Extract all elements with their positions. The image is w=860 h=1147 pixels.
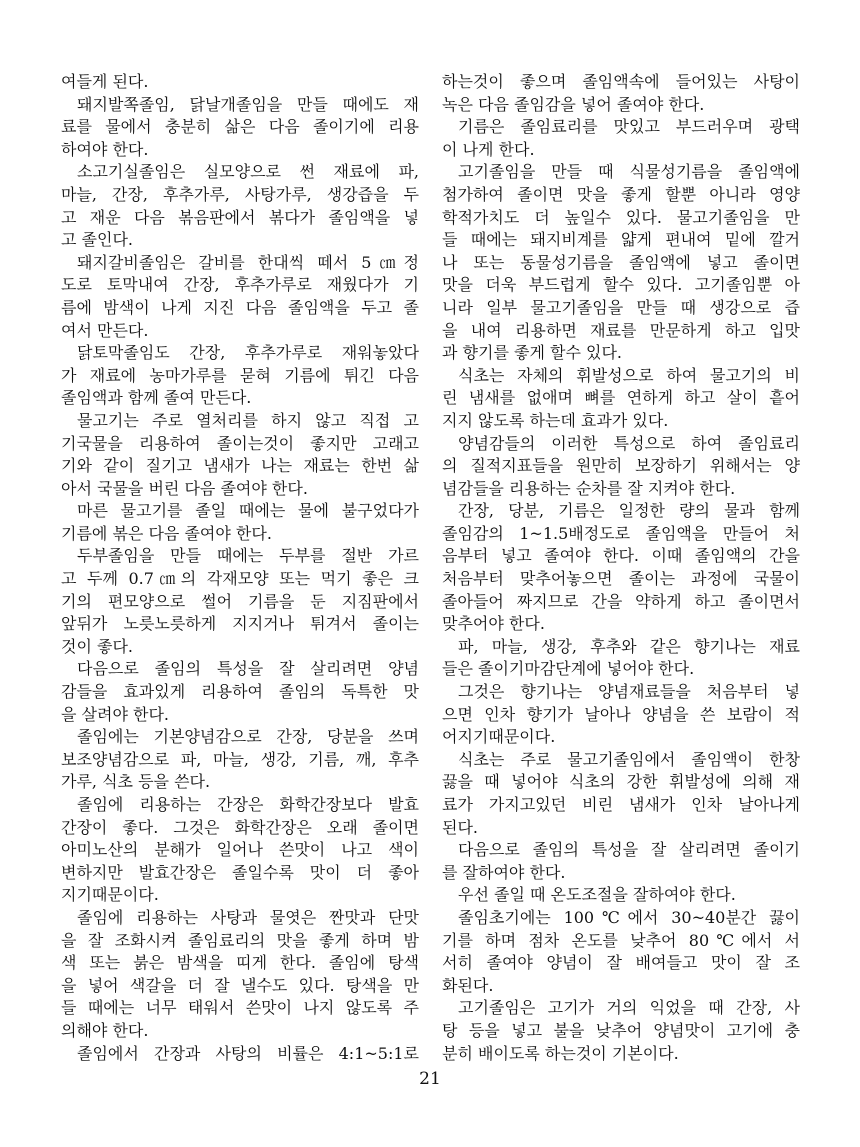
paragraph [61,94,419,162]
text-line: 가루, 식초 등을 쓴다. [61,772,211,792]
text-line: 졸임에 리용하는 간장은 화학간장보다 발효 [77,795,419,814]
paragraph [442,116,800,161]
paragraph [442,365,800,433]
paragraph [61,161,419,251]
text-line: 름에 밤색이 나게 지진 다음 졸임액을 두고 졸 [61,297,419,317]
text-line: 돼지발쪽졸임, 닭날개졸임을 만들 때에도 재 [77,94,419,114]
text-line: 아미노산의 분해가 일어나 쓴맛이 나고 색이 [61,840,419,860]
text-line: 을 넣어 색갈을 더 잘 낼수도 있다. 탕색을 만 [61,975,419,995]
paragraph [61,726,419,794]
text-line: 파, 마늘, 생강, 후추와 같은 향기나는 재료 [458,636,800,656]
text-line: 졸임에 리용하는 사탕과 물엿은 짠맛과 단맛 [77,907,419,927]
text-line: 아서 국물을 버린 다음 졸여야 한다. [61,478,308,498]
text-line: 마늘, 간장, 후추가루, 사탕가루, 생강즙을 두 [61,184,419,204]
text-line: 학적가치도 더 높일수 있다. 물고기졸임을 만 [442,207,800,227]
text-line: 두부졸임을 만들 때에는 두부를 절반 가르 [77,546,419,566]
paragraph [61,907,419,1043]
text-line: 간장이 좋다. 그것은 화학간장은 오래 졸이면 [61,817,419,837]
text-line: 다음으로 졸임의 특성을 잘 살리려면 졸이기 [458,840,800,860]
text-line: 색 또는 붉은 밤색을 띠게 한다. 졸임에 탕색 [61,953,419,973]
paragraph [442,997,800,1065]
text-line: 처음부터 맞추어놓으면 졸이는 과정에 국물이 [442,569,800,589]
text-line: 고기졸임은 고기가 거의 익었을 때 간장, 사 [458,998,800,1018]
text-line: 기름에 볶은 다음 졸여야 한다. [61,523,272,543]
paragraph [442,636,800,681]
text-line: 식초는 주로 물고기졸임에서 졸임액이 한창 [458,749,800,769]
text-line: 졸임에는 기본양념감으로 간장, 당분을 쓰며 [77,727,419,747]
text-line: 도로 토막내여 간장, 후추가루로 재웠다가 기 [61,275,419,295]
text-line: 료가 가지고있던 비린 냄새가 인차 날아나게 [442,795,800,814]
text-line: 으면 인차 향기가 날아나 양념을 쓴 보람이 적 [442,704,800,724]
text-line: 의해야 한다. [61,1020,149,1040]
text-line: 돼지갈비졸임은 갈비를 한대씩 떼서 5㎝정 [77,252,419,272]
paragraph [442,749,800,839]
text-line: 고 재운 다음 볶음판에서 볶다가 졸임액을 넣 [61,207,419,227]
paragraph [61,500,419,545]
text-line: 과 향기를 좋게 할수 있다. [442,343,622,363]
right-text-column [442,71,800,1065]
paragraph [442,884,800,907]
text-line: 졸아들어 짜지므로 간을 약하게 하고 졸이면서 [442,591,800,611]
paragraph [442,839,800,884]
text-line: 음부터 넣고 졸여야 한다. 이때 졸임액의 간을 [442,546,800,566]
paragraph [442,433,800,501]
text-line: 고기졸임을 만들 때 식물성기름을 졸임액에 [458,162,800,182]
text-line: 기국물을 리용하여 졸이는것이 좋지만 고래고 [61,433,419,453]
paragraph [442,907,800,997]
text-line: 다음으로 졸임의 특성을 잘 살리려면 양념 [77,659,419,679]
text-line: 분히 배이도록 하는것이 기본이다. [442,1043,679,1063]
text-line: 기의 편모양으로 썰어 기름을 둔 지짐판에서 [61,591,419,611]
text-line: 지기때문이다. [61,885,159,905]
text-line: 고 졸인다. [61,230,133,250]
text-line: 감들을 효과있게 리용하여 졸임의 독특한 맛 [61,682,419,702]
text-line: 을 살려야 한다. [61,704,169,724]
paragraph [442,681,800,749]
text-line: 맞추어야 한다. [442,614,545,634]
text-line: 들 때에는 돼지비계를 얇게 편내여 밑에 깔거 [442,230,800,250]
text-line: 서히 졸여야 양념이 잘 배여들고 맛이 잘 조 [442,953,800,973]
page-number: 21 [419,1069,441,1089]
text-line: 기름은 졸임료리를 맛있고 부드러우며 광택 [458,117,800,137]
text-line: 이 나게 한다. [442,139,535,159]
text-line: 졸임액과 함께 졸여 만든다. [61,388,252,408]
text-line: 니라 일부 물고기졸임을 만들 때 생강으로 즙 [442,297,800,317]
text-line: 맛을 더욱 부드럽게 할수 있다. 고기졸임뿐 아 [442,275,800,295]
text-line: 된다. [442,817,478,837]
text-line: 양념감들의 이러한 특성으로 하여 졸임료리 [458,433,800,453]
paragraph [61,658,419,726]
text-line: 여서 만든다. [61,320,149,340]
text-line: 물고기는 주로 열처리를 하지 않고 직접 고 [77,410,419,430]
text-line: 앞뒤가 노릇노릇하게 지지거나 튀겨서 졸이는 [61,614,419,634]
text-line: 마른 물고기를 졸일 때에는 물에 불구었다가 [77,501,419,521]
text-line: 우선 졸일 때 온도조절을 잘하여야 한다. [458,885,736,905]
text-line: 식초는 자체의 휘발성으로 하여 물고기의 비 [458,365,800,385]
text-line: 졸임감의 1~1.5배정도로 졸임액을 만들어 처 [442,523,800,543]
text-line: 변하지만 발효간장은 졸일수록 맛이 더 좋아 [61,862,419,882]
text-line: 어지기때문이다. [442,727,556,747]
text-line: 닭토막졸임도 간장, 후추가루로 재워놓았다 [77,343,419,363]
paragraph [442,500,800,636]
text-line: 졸임에서 간장과 사탕의 비률은 4:1~5:1로 [77,1043,419,1063]
text-line: 의 질적지표들을 원만히 보장하기 위해서는 양 [442,456,800,476]
text-line: 화된다. [442,975,494,995]
text-line: 가 재료에 농마가루를 묻혀 기름에 튀긴 다음 [61,365,419,385]
paragraph [61,545,419,658]
paragraph [61,1043,419,1066]
text-line: 여들게 된다. [61,72,149,91]
paragraph [442,71,800,116]
paragraph [442,161,800,364]
text-line: 하여야 한다. [61,139,149,159]
text-line: 를 잘하여야 한다. [442,862,566,882]
text-line: 첨가하여 졸이면 맛을 좋게 할뿐 아니라 영양 [442,184,800,204]
text-line: 녹은 다음 졸임감을 넣어 졸여야 한다. [442,94,705,114]
paragraph [61,342,419,410]
text-line: 보조양념감으로 파, 마늘, 생강, 기름, 깨, 후추 [61,749,419,769]
text-line: 끓을 때 넣어야 식초의 강한 휘발성에 의해 재 [442,772,800,792]
text-line: 하는것이 좋으며 졸임액속에 들어있는 사탕이 [442,72,800,91]
left-text-column [61,71,419,1065]
text-line: 기를 하며 점차 온도를 낮추어 80℃에서 서 [442,930,800,950]
text-line: 을 잘 조화시켜 졸임료리의 맛을 좋게 하며 밤 [61,930,419,950]
paragraph [61,71,419,94]
text-line: 나 또는 동물성기름을 졸임액에 넣고 졸이면 [442,252,800,272]
text-line: 것이 좋다. [61,636,133,656]
text-line: 료를 물에서 충분히 삶은 다음 졸이기에 리용 [61,117,419,137]
text-line: 린 냄새를 없애며 뼈를 연하게 하고 살이 흩어 [442,388,800,408]
text-line: 간장, 당분, 기름은 일정한 량의 물과 함께 [458,501,800,521]
text-line: 들 때에는 너무 태워서 쓴맛이 나지 않도록 주 [61,998,419,1018]
text-line: 기와 같이 질기고 냄새가 나는 재료는 한번 삶 [61,456,419,476]
text-line: 지지 않도록 하는데 효과가 있다. [442,410,669,430]
text-line: 념감들을 리용하는 순차를 잘 지켜야 한다. [442,478,736,498]
paragraph [61,794,419,907]
text-line: 그것은 향기나는 양념재료들을 처음부터 넣 [458,682,800,702]
text-line: 졸임초기에는 100℃에서 30~40분간 끓이 [458,907,800,927]
text-line: 들은 졸이기마감단계에 넣어야 한다. [442,659,695,679]
paragraph [61,252,419,342]
paragraph [61,410,419,500]
text-line: 고 두께 0.7㎝의 각재모양 또는 먹기 좋은 크 [61,569,419,589]
text-line: 탕 등을 넣고 불을 낮추어 양념맛이 고기에 충 [442,1020,800,1040]
text-line: 소고기실졸임은 실모양으로 썬 재료에 파, [77,162,419,182]
text-line: 을 내여 리용하면 재료를 만문하게 하고 입맛 [442,320,800,340]
